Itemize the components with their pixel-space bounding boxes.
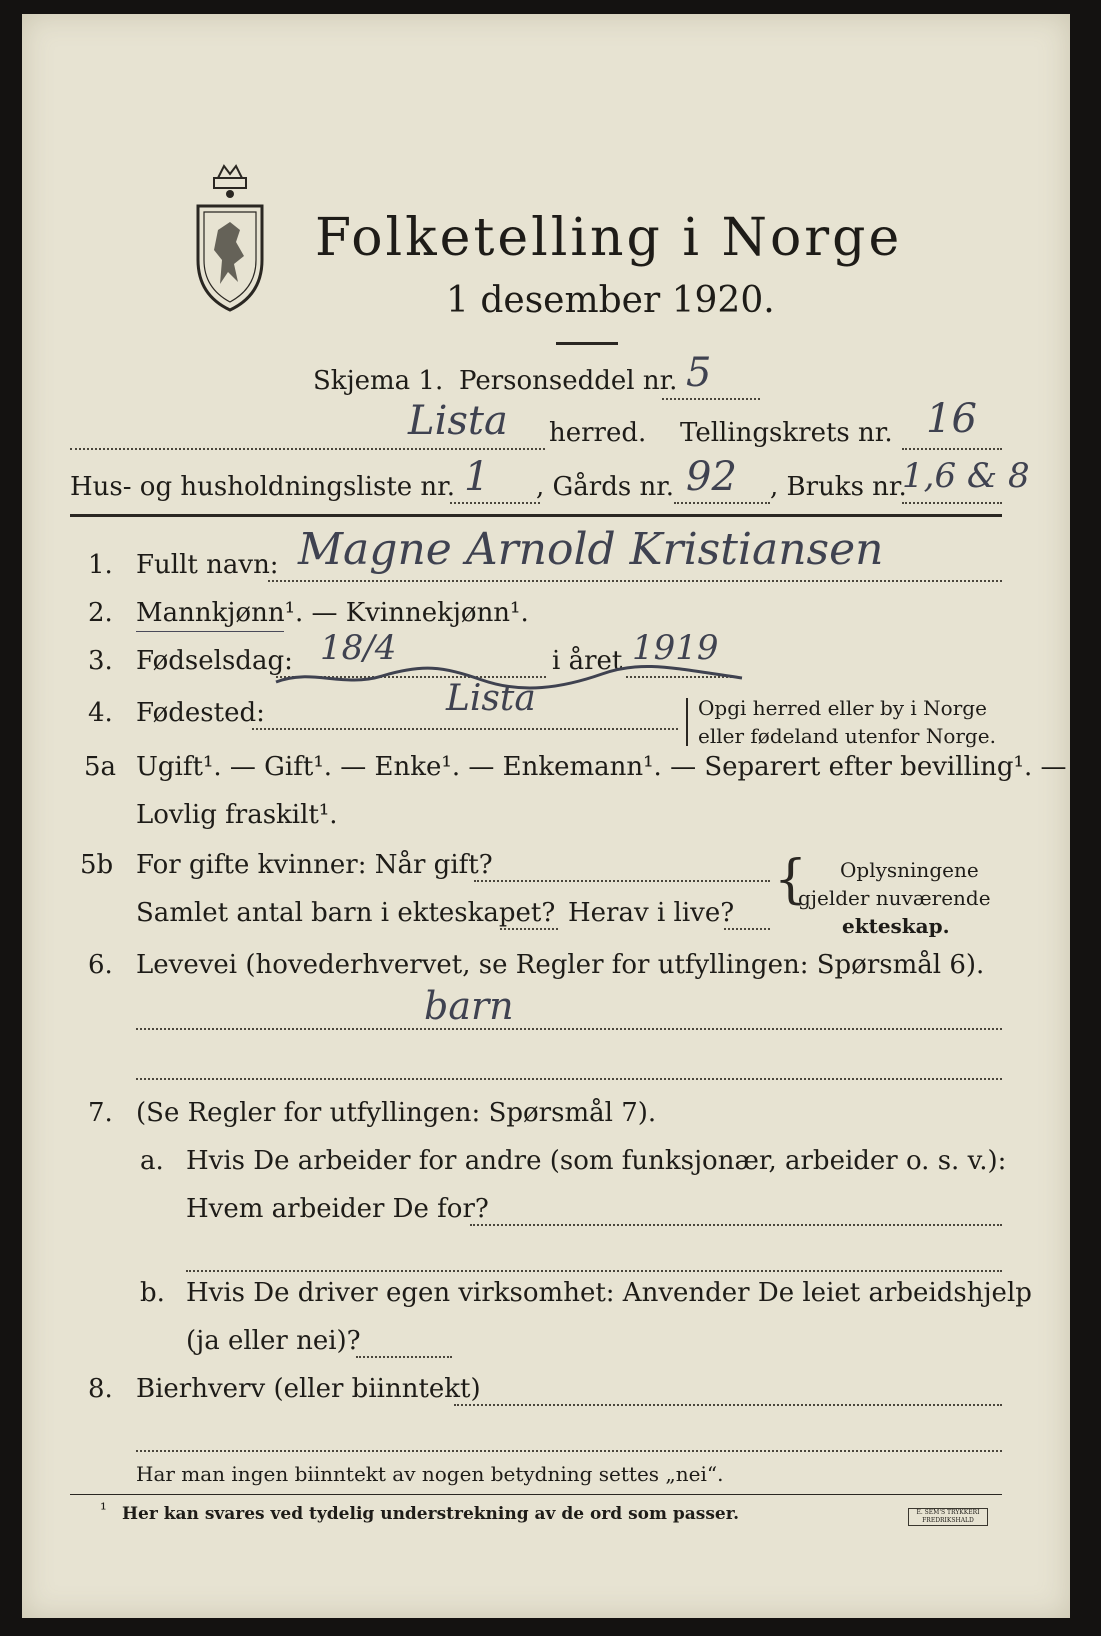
q4-note-1: Opgi herred eller by i Norge [698, 696, 987, 720]
footnote-text: Her kan svares ved tydelig understrekning av de ord som passer. [122, 1504, 740, 1524]
footer-divider [70, 1494, 1002, 1495]
q3-year-label: i året [552, 646, 623, 676]
q6-line-2 [136, 1078, 1002, 1080]
q5b-children-line [500, 928, 558, 930]
footnote-mark: ¹ [100, 1500, 107, 1520]
q7a-label: Hvis De arbeider for andre (som funksjonær, arbeider o. s. v.): [186, 1146, 1007, 1176]
q8-note: Har man ingen biinntekt av nogen betydning settes „nei“. [136, 1462, 724, 1486]
gards-line [674, 502, 770, 504]
q8-line-2 [136, 1450, 1002, 1452]
skjema-label: Skjema 1. [313, 366, 444, 396]
q5a-label: Ugift¹. — Gift¹. — Enke¹. — Enkemann¹. — Separert efter bevilling¹. — [136, 752, 1067, 782]
q4-value: Lista [446, 678, 536, 719]
q5b-alive-line [724, 928, 770, 930]
q2-label: Mannkjønn¹. — Kvinnekjønn¹. [136, 598, 529, 628]
tellingskrets-value: 16 [926, 396, 977, 442]
tellingskrets-label: Tellingskrets nr. [680, 418, 893, 448]
q7b-label: Hvis De driver egen virksomhet: Anvender De leiet arbeidshjelp [186, 1278, 1032, 1308]
q3-year-value: 1919 [632, 628, 719, 668]
header-divider [70, 514, 1002, 517]
q5b-number: 5b [80, 850, 114, 880]
q5b-note-2: gjelder nuværende [798, 886, 991, 910]
q7a-line-2 [186, 1270, 1002, 1272]
census-form [22, 14, 1070, 1618]
q5b-brace: { [774, 850, 808, 910]
q8-number: 8. [88, 1374, 113, 1404]
husliste-label: Hus- og husholdningsliste nr. [70, 472, 456, 502]
q8-line-1 [454, 1404, 1002, 1406]
bruks-value: 1,6 & 8 [902, 456, 1030, 496]
gards-label: , Gårds nr. [536, 472, 675, 502]
bruks-label: , Bruks nr. [770, 472, 907, 502]
q1-number: 1. [88, 550, 113, 580]
q3-label: Fødselsdag: [136, 646, 293, 676]
q3-number: 3. [88, 646, 113, 676]
personseddel-label: Personseddel nr. [459, 366, 678, 396]
herred-value: Lista [408, 398, 508, 444]
q5a-number: 5a [84, 752, 117, 782]
q6-value: barn [424, 984, 514, 1028]
q5b-label: For gifte kvinner: Når gift? [136, 850, 493, 880]
q1-line [268, 580, 1002, 582]
q2-number: 2. [88, 598, 113, 628]
herred-line [70, 448, 545, 450]
q3-value: 18/4 [320, 628, 397, 668]
title-divider [556, 342, 618, 345]
personseddel-value: 5 [686, 350, 712, 396]
herred-label: herred. [549, 418, 647, 448]
q6-label: Levevei (hovederhvervet, se Regler for utfyllingen: Spørsmål 6). [136, 950, 985, 980]
q7b-label-2: (ja eller nei)? [186, 1326, 361, 1356]
q7-label: (Se Regler for utfyllingen: Spørsmål 7). [136, 1098, 657, 1128]
q5b-note-1: Oplysningene [840, 858, 979, 882]
husliste-value: 1 [464, 454, 490, 500]
q5b-label-2: Samlet antal barn i ekteskapet? [136, 898, 556, 928]
census-date: 1 desember 1920. [446, 280, 775, 321]
q5b-married-line [474, 880, 770, 882]
q4-note-2: eller fødeland utenfor Norge. [698, 724, 996, 748]
personseddel-line [662, 398, 760, 400]
q5a-label-2: Lovlig fraskilt¹. [136, 800, 338, 830]
q4-line [252, 728, 678, 730]
q8-label: Bierhverv (eller biinntekt) [136, 1374, 481, 1404]
q5b-note-3: ekteskap. [842, 914, 950, 938]
q7a-letter: a. [140, 1146, 164, 1176]
printer-stamp: E. SEM'S TRYKKERI FREDRIKSHALD [908, 1508, 988, 1526]
coat-of-arms-icon [190, 160, 270, 320]
q7b-line [356, 1356, 452, 1358]
gards-value: 92 [686, 454, 737, 500]
q7a-line-1 [470, 1224, 1002, 1226]
q6-line-1 [136, 1028, 1002, 1030]
tellingskrets-line [902, 448, 1002, 450]
form-title: Folketelling i Norge [315, 208, 903, 268]
q7b-letter: b. [140, 1278, 165, 1308]
q1-value: Magne Arnold Kristiansen [298, 524, 884, 575]
q7-number: 7. [88, 1098, 113, 1128]
q4-number: 4. [88, 698, 113, 728]
bruks-line [902, 502, 1002, 504]
q1-label: Fullt navn: [136, 550, 279, 580]
q5b-label-3: Herav i live? [568, 898, 735, 928]
q2-underline [136, 631, 284, 632]
q4-bracket [686, 698, 690, 746]
q4-label: Fødested: [136, 698, 265, 728]
q6-number: 6. [88, 950, 113, 980]
husliste-line [450, 502, 540, 504]
q7a-label-2: Hvem arbeider De for? [186, 1194, 489, 1224]
